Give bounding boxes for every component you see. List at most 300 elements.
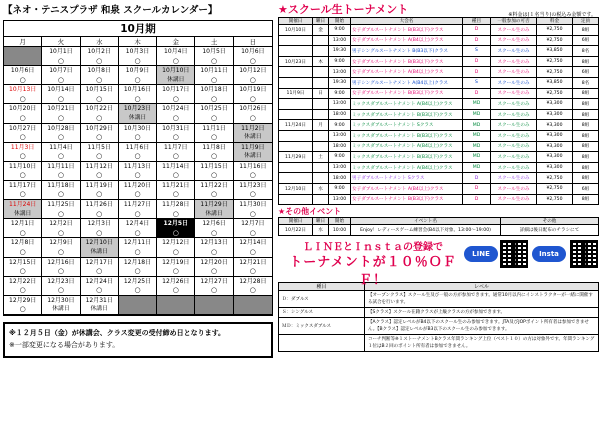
calendar-day [81, 238, 119, 257]
tournament-cell-name: ミックスダブルスートナメント A(B4以上)クラス [351, 141, 463, 152]
calendar-day [234, 47, 272, 66]
day-date: 12月27日 [200, 277, 228, 285]
lesson-mark: ○ [57, 113, 64, 122]
calendar-day [119, 162, 157, 181]
calendar-day [81, 143, 119, 162]
weekday-label: 木 [119, 37, 157, 47]
tournament-cell-dow [313, 46, 329, 57]
tournament-header-cell: 開始 [329, 18, 351, 25]
lesson-mark: ○ [211, 171, 218, 180]
calendar-day [4, 124, 42, 143]
level-row [279, 318, 599, 335]
other-events-header-cell: 曜日 [313, 218, 329, 225]
day-date: 12月26日 [162, 277, 190, 285]
calendar-day [157, 143, 195, 162]
tournament-cell-fee: ¥3,300 [537, 162, 573, 173]
tournament-cell-fee: ¥2,750 [537, 56, 573, 67]
calendar-day [119, 47, 157, 66]
day-date: 11月23日 [239, 181, 267, 189]
tournament-cell-open: スクール生のみ [491, 25, 537, 36]
other-event-cell-date: 10月22日 [279, 225, 313, 236]
calendar-day [157, 124, 195, 143]
tournament-row [279, 162, 599, 173]
day-date: 11月14日 [162, 162, 190, 170]
calendar-day [195, 47, 233, 66]
lesson-mark: ○ [172, 133, 179, 142]
day-date: 10月3日 [125, 48, 150, 55]
tournament-cell-name: 女子ダブルスートナメント A(B4以上)クラス [351, 35, 463, 46]
calendar-day [4, 162, 42, 181]
day-date: 10月10日 [162, 67, 190, 75]
tournament-cell-event: D [463, 173, 491, 184]
tournament-cell-time: 13:00 [329, 67, 351, 78]
lesson-mark: ○ [96, 171, 103, 180]
tournament-cell-fee: ¥3,300 [537, 141, 573, 152]
day-date: 12月22日 [9, 277, 37, 285]
day-date: 10月16日 [123, 86, 152, 94]
tournament-cell-dow: 金 [313, 25, 329, 36]
tournament-cell-name: ミックスダブルスートナメント A(B4以上)クラス [351, 162, 463, 173]
day-date: 10月6日 [10, 67, 35, 75]
tournament-cell-open: スクール生のみ [491, 120, 537, 131]
tournament-cell-fee: ¥2,750 [537, 67, 573, 78]
tournament-cell-event: S [463, 77, 491, 88]
calendar-day [234, 143, 272, 162]
tournament-cell-date [279, 46, 313, 57]
lesson-mark: ○ [249, 171, 256, 180]
day-date: 11月5日 [87, 143, 111, 151]
lesson-mark: ○ [134, 133, 141, 142]
lesson-mark: ○ [134, 94, 141, 103]
calendar-day [195, 104, 233, 123]
day-date: 10月22日 [85, 105, 113, 113]
calendar-blank-cell [195, 296, 233, 315]
calendar-day [42, 258, 80, 277]
calendar-day [119, 200, 157, 219]
lesson-mark: ○ [96, 133, 103, 142]
lesson-mark: ○ [172, 152, 179, 161]
lesson-mark: ○ [19, 228, 26, 237]
day-date: 10月25日 [200, 105, 228, 113]
lesson-mark: ○ [19, 171, 26, 180]
tournament-cell-time: 9:00 [329, 152, 351, 163]
lesson-mark: ○ [57, 190, 64, 199]
tournament-cell-cap: 8組 [573, 152, 599, 163]
calendar-day [195, 124, 233, 143]
calendar-day [195, 85, 233, 104]
tournament-cell-date [279, 141, 313, 152]
tournament-cell-dow [313, 35, 329, 46]
lesson-mark: ○ [96, 190, 103, 199]
lesson-mark: ○ [57, 209, 64, 218]
closed-label: 休講日 [90, 306, 108, 313]
day-date: 10月14日 [47, 86, 75, 94]
calendar-month: 10月期 [4, 21, 272, 37]
lesson-mark: ○ [172, 228, 179, 237]
tournament-header-cell: 料金 [537, 18, 573, 25]
tournament-cell-time: 18:00 [329, 109, 351, 120]
lesson-mark: ○ [172, 190, 179, 199]
day-date: 12月16日 [47, 258, 75, 266]
day-date: 11月12日 [85, 162, 113, 170]
calendar-day [81, 66, 119, 85]
lesson-mark: ○ [249, 209, 256, 218]
tournament-cell-event: D [463, 194, 491, 205]
lesson-mark: ○ [134, 152, 141, 161]
tournament-cell-dow: 木 [313, 56, 329, 67]
weekday-label: 水 [81, 37, 119, 47]
calendar-day [119, 104, 157, 123]
tournament-cell-time: 9:00 [329, 88, 351, 99]
tournament-cell-time: 19:30 [329, 77, 351, 88]
tournament-cell-name: ミックスダブルスートナメント B(B3以下)クラス [351, 109, 463, 120]
tournament-cell-date [279, 77, 313, 88]
day-date: 11月11日 [47, 162, 75, 170]
tournament-cell-dow [313, 99, 329, 110]
lesson-mark: ○ [96, 113, 103, 122]
tournament-cell-fee: ¥3,300 [537, 130, 573, 141]
calendar-grid [4, 47, 272, 315]
tournament-cell-event: MD [463, 152, 491, 163]
calendar-day [4, 85, 42, 104]
tournament-cell-fee: ¥3,850 [537, 46, 573, 57]
calendar-day [119, 124, 157, 143]
closed-label: 休講日 [167, 76, 185, 83]
day-date: 11月18日 [47, 181, 75, 189]
tournament-cell-event: D [463, 25, 491, 36]
day-date: 12月6日 [202, 220, 226, 228]
calendar-day [157, 181, 195, 200]
level-event-type: Ｄ：ダブルス [279, 291, 365, 308]
calendar-day [195, 66, 233, 85]
tournament-cell-cap: 8組 [573, 25, 599, 36]
tournament-cell-event: D [463, 88, 491, 99]
day-date: 12月25日 [123, 277, 152, 285]
calendar-day [195, 219, 233, 238]
lesson-mark: ○ [249, 113, 256, 122]
day-date: 10月8日 [87, 67, 111, 75]
day-date: 10月28日 [47, 124, 75, 132]
calendar-day [42, 277, 80, 296]
day-date: 11月16日 [239, 162, 267, 170]
lesson-mark: ○ [19, 133, 26, 142]
tournament-cell-dow: 月 [313, 120, 329, 131]
calendar-day [81, 85, 119, 104]
tournament-row [279, 88, 599, 99]
promo-line2: トーナメントが１０％ＯＦＦ！ [289, 255, 457, 289]
tournament-row [279, 152, 599, 163]
tournament-title-text: ★スクール生トーナメント [278, 3, 409, 16]
tournament-cell-date [279, 67, 313, 78]
day-date: 11月29日 [200, 201, 228, 209]
lesson-mark: ○ [57, 94, 64, 103]
tournament-cell-cap: 8組 [573, 120, 599, 131]
tournament-row [279, 77, 599, 88]
calendar-day [119, 277, 157, 296]
tournament-cell-date [279, 173, 313, 184]
tournament-cell-dow [313, 130, 329, 141]
tournament-cell-open: スクール生のみ [491, 141, 537, 152]
tournament-cell-event: D [463, 67, 491, 78]
weekday-label: 土 [195, 37, 233, 47]
lesson-mark: ○ [211, 152, 218, 161]
day-date: 12月10日 [85, 239, 113, 247]
day-date: 12月17日 [85, 258, 113, 266]
tournament-cell-date [279, 162, 313, 173]
calendar-day [195, 162, 233, 181]
day-date: 10月29日 [85, 124, 113, 132]
calendar-day [195, 200, 233, 219]
calendar-day [42, 181, 80, 200]
tournament-cell-fee: ¥3,850 [537, 77, 573, 88]
tournament-row [279, 173, 599, 184]
closed-label: 休講日 [244, 134, 262, 141]
day-date: 11月20日 [123, 181, 152, 189]
calendar-day [119, 238, 157, 257]
tournament-cell-name: ミックスダブルスートナメント B(B3以下)クラス [351, 130, 463, 141]
calendar-day [4, 238, 42, 257]
day-date: 11月1日 [202, 124, 226, 132]
tournament-cell-event: MD [463, 99, 491, 110]
lesson-mark: ○ [19, 113, 26, 122]
day-date: 11月17日 [9, 181, 37, 189]
tournament-cell-date [279, 35, 313, 46]
calendar-day [157, 47, 195, 66]
lesson-mark: ○ [96, 286, 103, 295]
tournament-cell-cap: 6組 [573, 35, 599, 46]
tournament-cell-time: 19:30 [329, 46, 351, 57]
fee-note: ※料金は(１名当り)の税込み金額です。 [508, 12, 596, 18]
lesson-mark: ○ [211, 94, 218, 103]
other-event-cell-time: 10:00 [329, 225, 351, 236]
lesson-mark: ○ [134, 228, 141, 237]
calendar-day [157, 219, 195, 238]
level-row [279, 291, 599, 308]
day-date: 12月23日 [47, 277, 75, 285]
other-event-row [279, 225, 599, 236]
page-title: 【ネオ・テニスプラザ 和泉 スクールカレンダー】 [3, 5, 218, 16]
day-date: 11月19日 [85, 181, 113, 189]
day-date: 11月28日 [162, 201, 190, 209]
day-date: 11月22日 [200, 181, 228, 189]
lesson-mark: ○ [172, 247, 179, 256]
tournament-cell-fee: ¥2,750 [537, 25, 573, 36]
tournament-row [279, 130, 599, 141]
tournament-cell-event: MD [463, 120, 491, 131]
level-description: 【オープンクラス】スクール生及び一般の方が参加できます。通常10月以内にインストラクターが一緒に開催する試合を行います。 [365, 291, 599, 308]
weekday-header [4, 37, 272, 47]
tournament-cell-time: 9:00 [329, 120, 351, 131]
closed-label: 休講日 [90, 248, 108, 255]
line-qr-code[interactable] [500, 240, 528, 268]
day-date: 10月24日 [162, 105, 190, 113]
lesson-mark: ○ [249, 56, 256, 65]
tournament-cell-date [279, 194, 313, 205]
tournament-cell-dow [313, 77, 329, 88]
tournament-cell-fee: ¥3,300 [537, 109, 573, 120]
day-date: 11月7日 [164, 143, 188, 151]
tournament-cell-date: 10月10日 [279, 25, 313, 36]
calendar-day [81, 104, 119, 123]
day-date: 12月3日 [87, 220, 111, 228]
lesson-mark: ○ [57, 75, 64, 84]
calendar-day [234, 181, 272, 200]
day-date: 10月27日 [9, 124, 37, 132]
tournament-cell-open: スクール生のみ [491, 173, 537, 184]
day-date: 12月29日 [9, 296, 37, 304]
calendar-day [81, 181, 119, 200]
tournament-cell-cap: 8組 [573, 88, 599, 99]
calendar-day [4, 296, 42, 315]
lesson-mark: ○ [172, 56, 179, 65]
calendar-day [195, 277, 233, 296]
tournament-cell-fee: ¥2,750 [537, 183, 573, 194]
calendar-day [42, 238, 80, 257]
level-event-type: ＭＤ：ミックスダブルス [279, 318, 365, 335]
calendar-day [4, 104, 42, 123]
level-description: 【Aクラス】認定レベルがB4以下のスクール生のみ参加できます。JTA及びJOPポイント所有者は参加できません。【Bクラス】認定レベルがB3以下のスクール生のみ参加できます。 [365, 318, 599, 335]
lesson-mark: ○ [211, 267, 218, 276]
events-section [278, 3, 598, 352]
tournament-cell-date: 10月23日 [279, 56, 313, 67]
day-date: 12月28日 [239, 277, 267, 285]
tournament-cell-open: スクール生のみ [491, 162, 537, 173]
calendar-day [195, 258, 233, 277]
other-event-cell-dow: 水 [313, 225, 329, 236]
tournament-cell-name: 女子ダブルスートナメント B(B3以下)クラス [351, 88, 463, 99]
tournament-header-cell: 大会名 [351, 18, 463, 25]
tournament-row [279, 56, 599, 67]
day-date: 11月25日 [47, 201, 75, 209]
lesson-mark: ○ [96, 228, 103, 237]
day-date: 12月21日 [239, 258, 267, 266]
tournament-cell-fee: ¥2,750 [537, 88, 573, 99]
day-date: 12月20日 [200, 258, 228, 266]
tournament-cell-event: MD [463, 109, 491, 120]
tournament-cell-cap: 6組 [573, 67, 599, 78]
lesson-mark: ○ [19, 247, 26, 256]
day-date: 12月8日 [10, 239, 35, 247]
lesson-mark: ○ [134, 190, 141, 199]
lesson-mark: ○ [211, 247, 218, 256]
calendar-day [81, 124, 119, 143]
insta-button[interactable]: Insta [532, 246, 566, 262]
day-date: 10月11日 [200, 67, 228, 75]
tournament-cell-date [279, 99, 313, 110]
calendar-day [81, 162, 119, 181]
lesson-mark: ○ [19, 286, 26, 295]
insta-qr-code[interactable] [570, 240, 598, 268]
other-events-header-cell: その他 [501, 218, 599, 225]
tournament-cell-time: 18:00 [329, 173, 351, 184]
day-date: 12月18日 [123, 258, 152, 266]
day-date: 11月24日 [9, 201, 37, 209]
tournament-row [279, 109, 599, 120]
tournament-header-cell: 一般参加の可否 [491, 18, 537, 25]
calendar-day [81, 296, 119, 315]
tournament-table [278, 17, 599, 205]
tournament-cell-name: 女子ダブルスートナメント B(B3以下)クラス [351, 25, 463, 36]
tournament-cell-dow [313, 194, 329, 205]
tournament-cell-open: スクール生のみ [491, 88, 537, 99]
tournament-cell-fee: ¥3,300 [537, 99, 573, 110]
tournament-cell-time: 13:00 [329, 162, 351, 173]
day-date: 11月30日 [239, 201, 267, 209]
calendar-day [81, 219, 119, 238]
calendar-day [234, 162, 272, 181]
weekday-label: 月 [4, 37, 42, 47]
lesson-mark: ○ [134, 171, 141, 180]
level-row [279, 308, 599, 318]
level-table [278, 282, 599, 352]
day-date: 11月21日 [162, 181, 190, 189]
tournament-cell-open: スクール生のみ [491, 56, 537, 67]
notice-change: ※一部変更になる場合があります。 [9, 340, 120, 349]
tournament-row [279, 99, 599, 110]
tournament-cell-fee: ¥2,750 [537, 173, 573, 184]
calendar-day [42, 104, 80, 123]
tournament-cell-date: 11月9日 [279, 88, 313, 99]
line-button[interactable]: LINE [464, 246, 498, 262]
tournament-cell-date: 11月24日 [279, 120, 313, 131]
day-date: 12月5日 [163, 220, 189, 228]
tournament-cell-name: 女子ダブルスートナメント B(B3以下)クラス [351, 56, 463, 67]
lesson-mark: ○ [96, 75, 103, 84]
calendar-day [4, 181, 42, 200]
tournament-cell-date: 12月10日 [279, 183, 313, 194]
lesson-mark: ○ [249, 190, 256, 199]
calendar-day [157, 200, 195, 219]
day-date: 10月2日 [87, 48, 111, 55]
day-date: 12月7日 [241, 220, 265, 228]
tournament-cell-time: 13:00 [329, 130, 351, 141]
lesson-mark: ○ [57, 267, 64, 276]
tournament-title [278, 3, 598, 17]
day-date: 10月26日 [239, 105, 267, 113]
calendar-day [119, 181, 157, 200]
tournament-cell-open: スクール生のみ [491, 194, 537, 205]
lesson-mark: ○ [211, 56, 218, 65]
weekday-label: 火 [42, 37, 80, 47]
tournament-cell-name: 女子ダブルスートナメント A(B4以上)クラス [351, 67, 463, 78]
tournament-cell-dow [313, 162, 329, 173]
calendar-day [119, 143, 157, 162]
calendar-day [4, 200, 42, 219]
closed-label: 休講日 [205, 210, 223, 217]
day-date: 11月26日 [85, 201, 113, 209]
day-date: 10月31日 [162, 124, 190, 132]
day-date: 10月5日 [202, 48, 226, 55]
tournament-row [279, 46, 599, 57]
day-date: 11月4日 [49, 143, 73, 151]
closed-label: 休講日 [128, 114, 147, 121]
calendar-day [157, 85, 195, 104]
day-date: 11月3日 [10, 143, 35, 151]
tournament-cell-open: スクール生のみ [491, 35, 537, 46]
tournament-cell-dow: 水 [313, 183, 329, 194]
tournament-cell-event: MD [463, 130, 491, 141]
day-date: 10月20日 [9, 105, 37, 113]
lesson-mark: ○ [172, 171, 179, 180]
tournament-cell-cap: 8組 [573, 56, 599, 67]
lesson-mark: ○ [19, 94, 26, 103]
level-event-type: Ｓ：シングルス [279, 308, 365, 318]
lesson-mark: ○ [249, 75, 256, 84]
calendar-day [81, 200, 119, 219]
tournament-cell-open: スクール生のみ [491, 183, 537, 194]
calendar-day [157, 104, 195, 123]
tournament-row [279, 120, 599, 131]
